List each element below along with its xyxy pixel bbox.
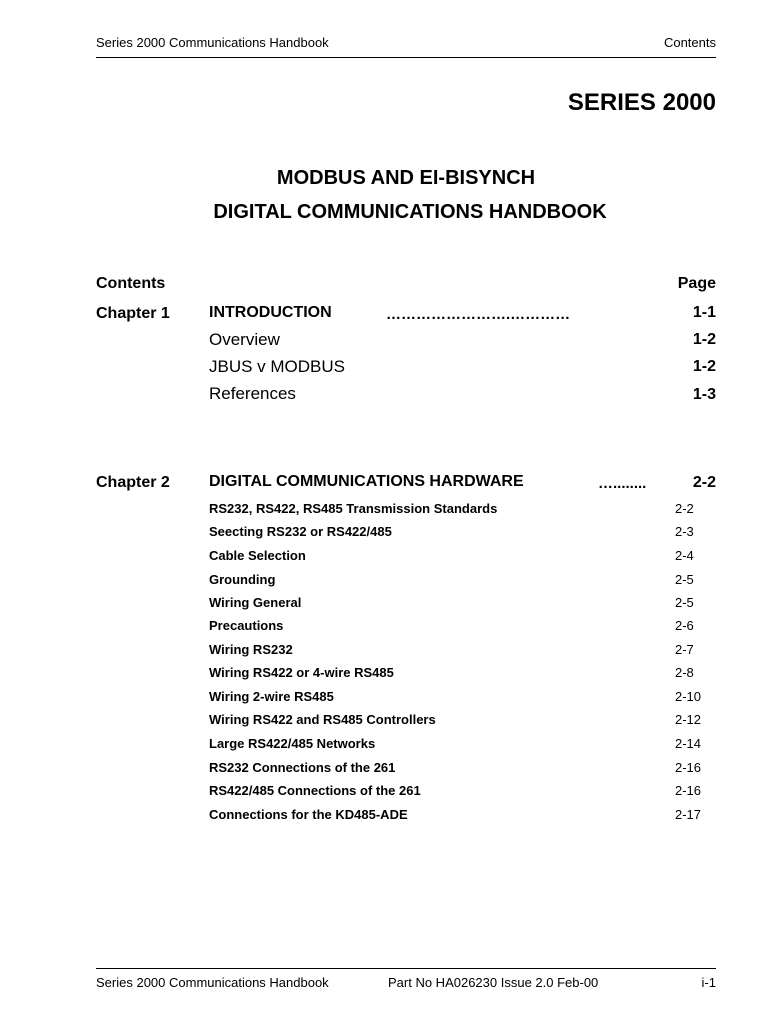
- chapter-2-entry: Wiring RS422 or 4-wire RS485: [209, 665, 394, 680]
- header-rule: [96, 57, 716, 58]
- chapter-2-entry-page: 2-14: [675, 736, 702, 751]
- chapter-2-entry: Wiring RS422 and RS485 Controllers: [209, 712, 436, 727]
- chapter-2-entry-page: 2-8: [675, 665, 694, 680]
- toc-page-heading: Page: [677, 275, 716, 292]
- chapter-2-entry: Wiring RS232: [209, 642, 293, 657]
- chapter-2-entry: RS422/485 Connections of the 261: [209, 783, 421, 798]
- chapter-2-entry: Connections for the KD485-ADE: [209, 807, 408, 822]
- chapter-1-entry-page: 1-2: [692, 358, 716, 375]
- chapter-1-title: INTRODUCTION: [209, 304, 332, 321]
- chapter-2-entry-page: 2-12: [675, 712, 702, 727]
- chapter-2-entry-page: 2-5: [675, 572, 694, 587]
- chapter-2-entry: Large RS422/485 Networks: [209, 736, 376, 751]
- footer-rule: [96, 968, 716, 969]
- chapter-2-entry: Wiring 2-wire RS485: [209, 689, 334, 704]
- chapter-2-entry-page: 2-3: [675, 524, 694, 539]
- chapter-2-entry-page: 2-16: [675, 760, 702, 775]
- chapter-1-entry-page: 1-2: [692, 331, 716, 348]
- chapter-1-leader-dots: …………………….…………: [386, 306, 571, 323]
- chapter-2-leader-dots: …........: [598, 475, 647, 492]
- chapter-2-label: Chapter 2: [96, 474, 170, 491]
- chapter-1-entry: References: [209, 384, 296, 403]
- chapter-1-entry: Overview: [209, 330, 280, 349]
- chapter-2-entry-page: 2-16: [675, 783, 702, 798]
- chapter-2-entry: Grounding: [209, 572, 276, 587]
- footer-part-number: Part No HA026230 Issue 2.0 Feb-00: [388, 975, 599, 990]
- chapter-2-title: DIGITAL COMMUNICATIONS HARDWARE: [209, 473, 524, 490]
- chapter-2-page: 2-2: [692, 474, 716, 491]
- chapter-2-entry: Seecting RS232 or RS422/485: [209, 524, 392, 539]
- toc-contents-heading: Contents: [96, 275, 166, 292]
- chapter-2-entry-page: 2-2: [675, 501, 694, 516]
- chapter-2-entry-page: 2-4: [675, 548, 694, 563]
- footer-title: Series 2000 Communications Handbook: [96, 975, 329, 990]
- chapter-2-entry-page: 2-5: [675, 595, 694, 610]
- chapter-1-label: Chapter 1: [96, 305, 170, 322]
- main-title-line2: DIGITAL COMMUNICATIONS HANDBOOK: [213, 201, 607, 223]
- chapter-2-entry: Precautions: [209, 618, 284, 633]
- main-title-line1: MODBUS AND EI-BISYNCH: [276, 167, 536, 189]
- chapter-1-entry: JBUS v MODBUS: [209, 357, 346, 376]
- chapter-2-entry-page: 2-6: [675, 618, 694, 633]
- chapter-2-entry: Wiring General: [209, 595, 302, 610]
- chapter-2-entry-page: 2-17: [675, 807, 702, 822]
- chapter-1-entry-page: 1-3: [692, 386, 716, 403]
- header-title: Series 2000 Communications Handbook: [96, 35, 329, 50]
- footer-page-number: i-1: [701, 975, 716, 990]
- chapter-2-entry-page: 2-7: [675, 642, 694, 657]
- chapter-2-entry: RS232 Connections of the 261: [209, 760, 396, 775]
- chapter-2-entry-page: 2-10: [675, 689, 702, 704]
- chapter-2-entry: Cable Selection: [209, 548, 306, 563]
- chapter-1-page: 1-1: [692, 304, 716, 321]
- header-section: Contents: [663, 35, 716, 50]
- series-title: SERIES 2000: [567, 89, 716, 116]
- chapter-2-entry: RS232, RS422, RS485 Transmission Standards: [209, 501, 498, 516]
